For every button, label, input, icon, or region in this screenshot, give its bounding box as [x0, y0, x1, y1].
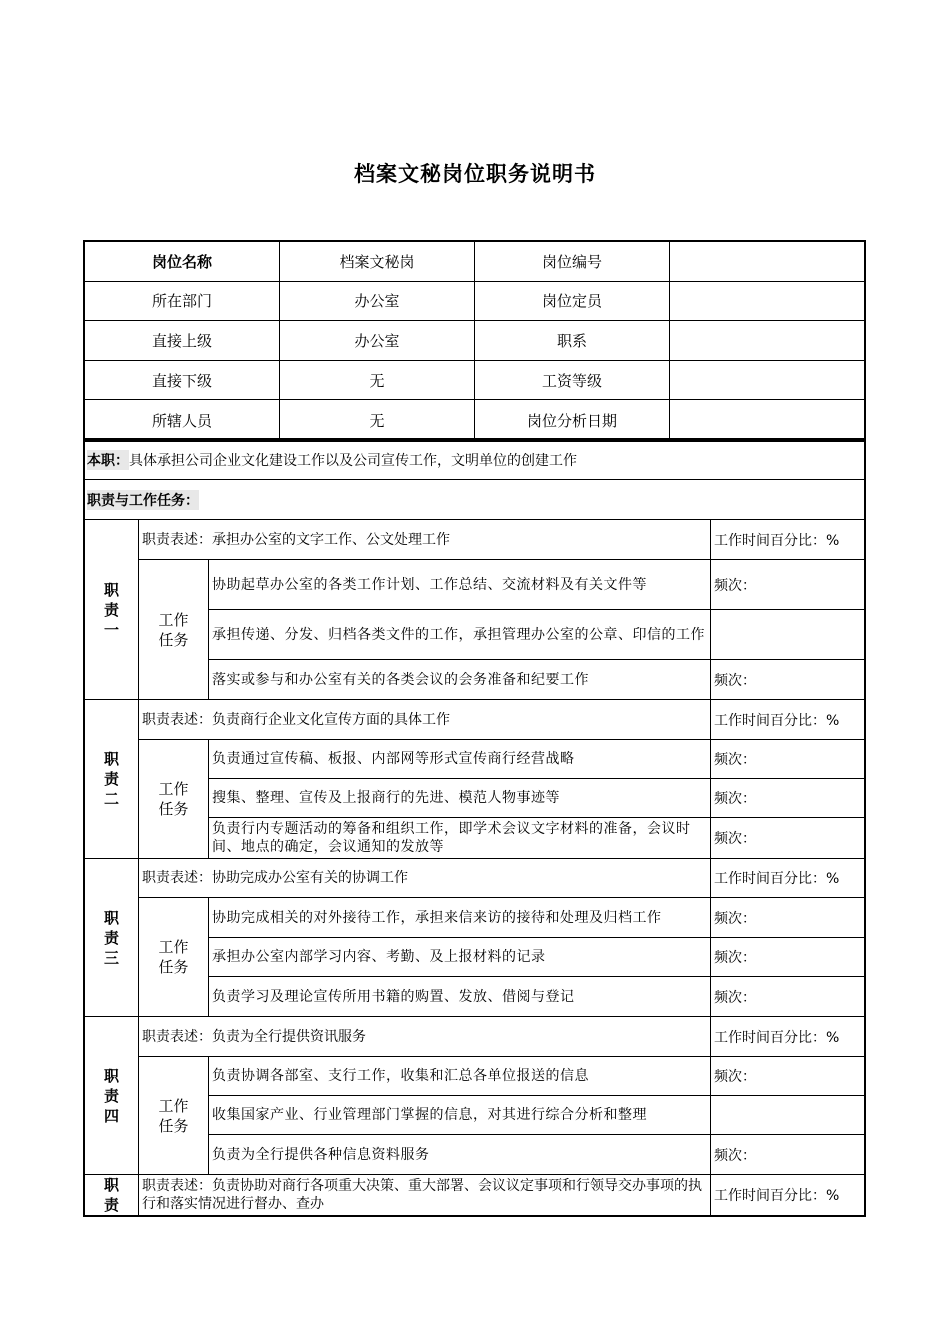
- duty-label: [85, 859, 139, 1016]
- info-row: [85, 361, 864, 401]
- info-value: 无: [280, 361, 475, 400]
- info-row: [85, 242, 864, 282]
- duty-pct: 工作时间百分比：%: [714, 1029, 840, 1046]
- duty-label: [85, 1017, 139, 1174]
- info-value: [670, 361, 864, 400]
- duty-pct: 工作时间百分比：%: [714, 532, 840, 549]
- duty-label-text: 职责二: [103, 750, 119, 808]
- task-text: 负责行内专题活动的筹备和组织工作，即学术会议文字材料的准备，会议时间、地点的确定，会议通知的发放等: [209, 818, 711, 858]
- duty-block: [85, 859, 864, 1017]
- info-value: 办公室: [280, 321, 475, 360]
- task-freq: 频次：: [714, 672, 756, 689]
- task-text: 协助起草办公室的各类工作计划、工作总结、交流材料及有关文件等: [209, 560, 711, 609]
- duty-pct: 工作时间百分比：%: [714, 712, 840, 729]
- task-text: 承担办公室内部学习内容、考勤、及上报材料的记录: [209, 938, 711, 976]
- info-value: [670, 282, 864, 321]
- task-freq: 频次：: [714, 1147, 756, 1164]
- task-row: [209, 1135, 864, 1174]
- task-group: [139, 560, 864, 699]
- task-text: 收集国家产业、行业管理部门掌握的信息，对其进行综合分析和整理: [209, 1096, 711, 1134]
- task-freq: [711, 1096, 864, 1134]
- task-label: [139, 740, 209, 858]
- info-label: 岗位名称: [85, 242, 280, 281]
- duty-desc: 职责表述：负责为全行提供资讯服务: [139, 1017, 711, 1056]
- task-row: [209, 1057, 864, 1096]
- task-freq: 频次：: [714, 791, 756, 807]
- info-label: 所辖人员: [85, 400, 280, 440]
- info-label: 岗位定员: [475, 282, 670, 321]
- task-freq: 频次：: [714, 910, 756, 927]
- task-label: [139, 560, 209, 699]
- task-text: 协助完成相关的对外接待工作，承担来信来访的接待和处理及归档工作: [209, 898, 711, 937]
- task-freq: 频次：: [714, 950, 756, 966]
- page-title: 档案文秘岗位职务说明书: [354, 162, 596, 186]
- task-freq: 频次：: [714, 831, 756, 847]
- task-text: 负责学习及理论宣传所用书籍的购置、发放、借阅与登记: [209, 977, 711, 1016]
- duty-label-text: 职责三: [103, 908, 119, 967]
- task-freq: 频次：: [714, 577, 756, 594]
- info-value: 办公室: [280, 282, 475, 321]
- task-row: [209, 610, 864, 660]
- task-row: [209, 660, 864, 699]
- duty-label: [85, 1175, 139, 1215]
- benzhi-row: [85, 440, 864, 480]
- info-label: 直接上级: [85, 321, 280, 360]
- task-freq: 频次：: [714, 752, 756, 768]
- duty-label-text: 职责四: [103, 1066, 119, 1125]
- task-row: [209, 1096, 864, 1135]
- info-value: [670, 242, 864, 281]
- duty-desc: 职责表述：负责商行企业文化宣传方面的具体工作: [139, 700, 711, 739]
- task-label: [139, 898, 209, 1016]
- info-label: 直接下级: [85, 361, 280, 400]
- task-text: 搜集、整理、宣传及上报商行的先进、模范人物事迹等: [209, 779, 711, 817]
- duty-pct: 工作时间百分比：%: [714, 871, 840, 887]
- task-freq: 频次：: [714, 989, 756, 1006]
- task-text: 负责为全行提供各种信息资料服务: [209, 1135, 711, 1174]
- task-row: [209, 740, 864, 779]
- duty-label: [85, 520, 139, 699]
- task-group: [139, 898, 864, 1016]
- task-row: [209, 898, 864, 938]
- info-label: 岗位编号: [475, 242, 670, 281]
- info-label: 工资等级: [475, 361, 670, 400]
- duty-desc-row: [139, 859, 864, 898]
- duty-desc-row: [139, 1175, 864, 1215]
- duty-pct: 工作时间百分比：%: [714, 1188, 840, 1204]
- task-label-text: 工作任务: [158, 780, 189, 818]
- benzhi-label: 本职：: [87, 450, 129, 470]
- info-label: 岗位分析日期: [475, 400, 670, 440]
- task-row: [209, 779, 864, 818]
- task-group: [139, 1057, 864, 1174]
- info-value: [670, 321, 864, 360]
- duty-label-text: 职责: [103, 1176, 119, 1214]
- duties-heading-row: [85, 480, 864, 520]
- task-freq: [711, 610, 864, 659]
- duty-label-text: 职责一: [103, 580, 119, 639]
- info-label: 所在部门: [85, 282, 280, 321]
- task-text: 负责协调各部室、支行工作，收集和汇总各单位报送的信息: [209, 1057, 711, 1095]
- task-text: 承担传递、分发、归档各类文件的工作，承担管理办公室的公章、印信的工作: [209, 610, 711, 659]
- duty-desc: 职责表述：承担办公室的文字工作、公文处理工作: [139, 520, 711, 559]
- task-row: [209, 938, 864, 977]
- task-text: 负责通过宣传稿、板报、内部网等形式宣传商行经营战略: [209, 740, 711, 778]
- duty-desc-row: [139, 520, 864, 560]
- info-value: [670, 400, 864, 440]
- info-row: [85, 321, 864, 361]
- duty-label: [85, 700, 139, 858]
- duty-desc: 职责表述：负责协助对商行各项重大决策、重大部署、会议议定事项和行领导交办事项的执行和落实情况进行督办、查办: [139, 1175, 711, 1215]
- task-group: [139, 740, 864, 858]
- task-row: [209, 560, 864, 610]
- info-table: [83, 240, 866, 442]
- task-text: 落实或参与和办公室有关的各类会议的会务准备和纪要工作: [209, 660, 711, 699]
- task-row: [209, 818, 864, 858]
- info-row: [85, 400, 864, 440]
- benzhi-text: 具体承担公司企业文化建设工作以及公司宣传工作，文明单位的创建工作: [129, 452, 577, 469]
- info-value: 档案文秘岗: [280, 242, 475, 281]
- task-freq: 频次：: [714, 1069, 756, 1085]
- duty-desc: 职责表述：协助完成办公室有关的协调工作: [139, 859, 711, 897]
- duty-desc-row: [139, 700, 864, 740]
- duties-table: [83, 438, 866, 1217]
- duties-heading: 职责与工作任务：: [87, 490, 199, 510]
- task-label-text: 工作任务: [158, 1096, 189, 1135]
- duty-block: [85, 520, 864, 700]
- task-label: [139, 1057, 209, 1174]
- task-row: [209, 977, 864, 1016]
- info-value: 无: [280, 400, 475, 440]
- task-label-text: 工作任务: [158, 938, 189, 976]
- task-label-text: 工作任务: [158, 610, 189, 649]
- duty-block: [85, 700, 864, 859]
- info-label: 职系: [475, 321, 670, 360]
- duty-desc-row: [139, 1017, 864, 1057]
- duty-block: [85, 1175, 864, 1217]
- duty-block: [85, 1017, 864, 1175]
- info-row: [85, 282, 864, 322]
